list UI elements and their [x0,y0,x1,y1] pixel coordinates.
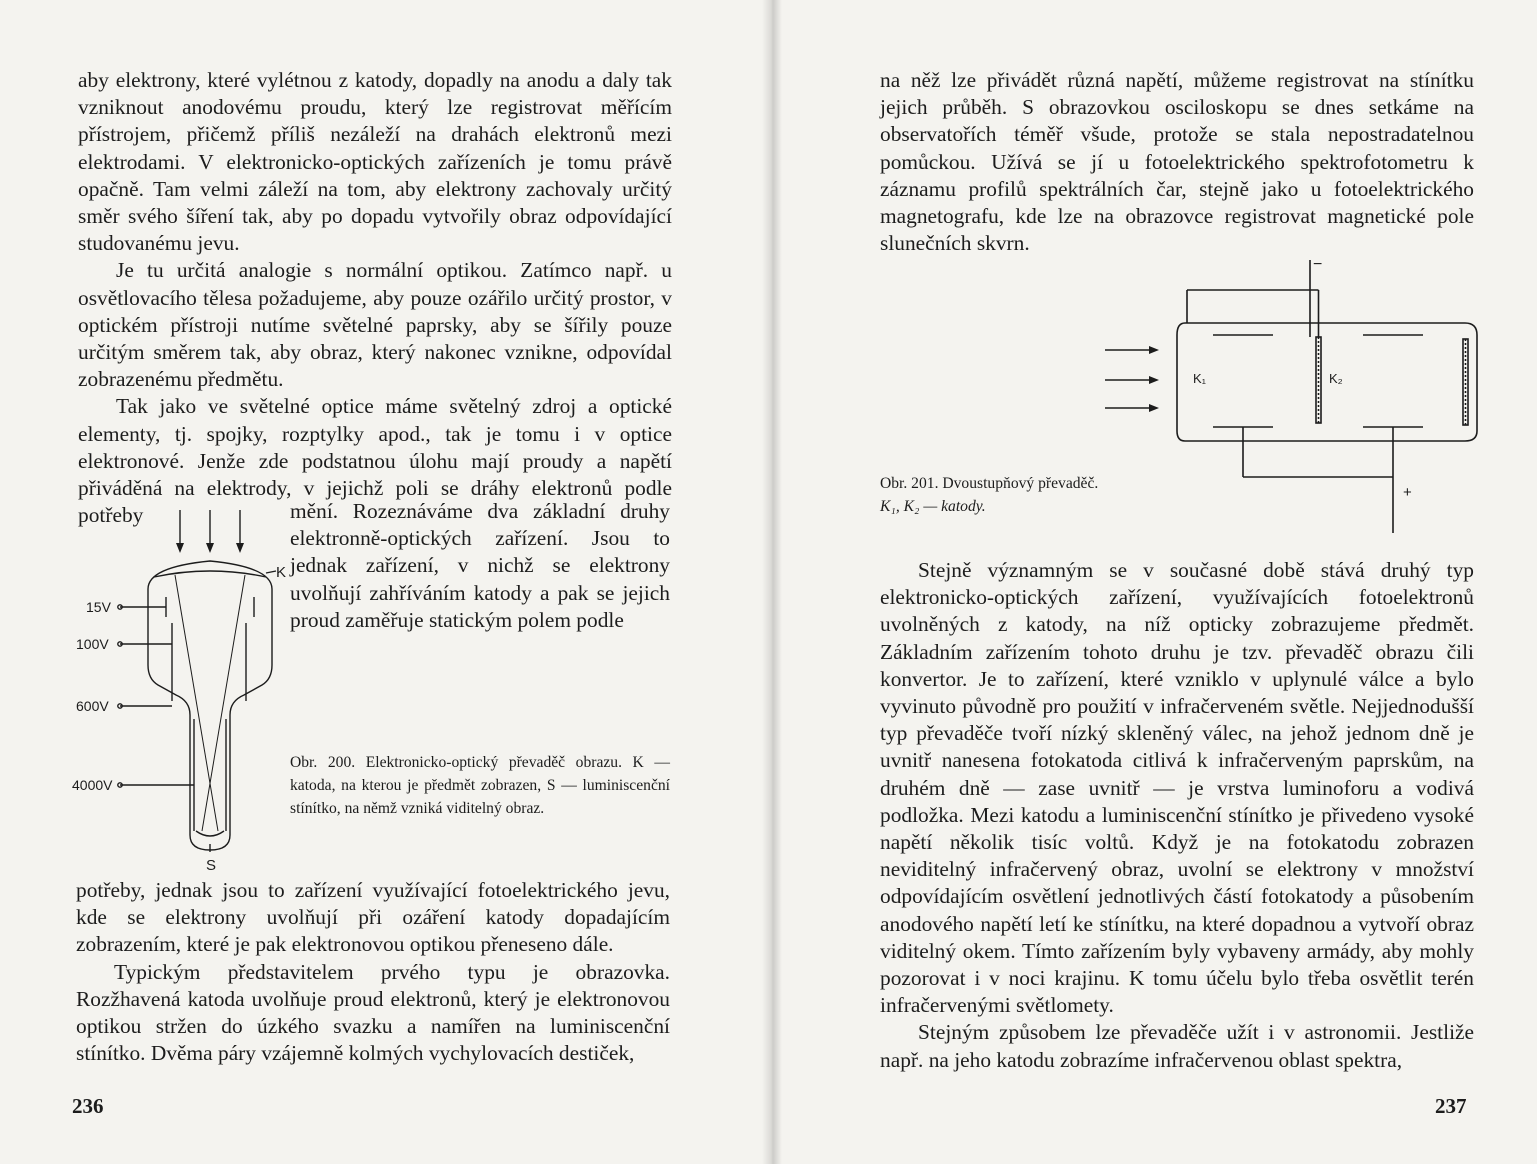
arrow-head [176,543,184,553]
paragraph: Stejným způsobem lze převaděče užít i v astronomii. Jestliže např. na jeho katodu zobrazíme infračervenou oblast spektra, [880,1020,1474,1072]
page-number: 237 [1435,1094,1467,1118]
paragraph: Stejně významným se v současné době stává druhý typ elektronicko-optických zařízení, využívajících fotoelektronů uvolněných z katody, na níž opticky zobrazujeme předmět. Základním zařízením tohoto druhu je tzv. převaděč obrazu čili konvertor. Je to zařízení, které vzniklo v uplynulé válce a bylo vyvinuto původně pro použití v infračerveném světle. Nejjednodušší typ převaděče tvoří nízký skleněný válec, na jehož jednom dně je uvnitř nanesena fotokatoda citlivá k infračerveným paprskům, na druhém dně — zase uvnitř — je vrstva luminoforu a vodivá podložka. Mezi katodu a luminiscenční stínítko je přivedeno vysoké napětí několik tisíc voltů. Když je na fotokatodu zobrazen neviditelný infračervený obraz, uvolní se elektrony v množství odpovídajícím osvětlení jednotlivých částí fotokatody a působením anodového napětí letí ke stínítku, na které dopadnou a vytvoří obraz viditelný okem. Tímto zařízením byly vybaveny armády, aby mohly pozorovat i v noci krajinu. K tomu účelu bylo třeba osvětlit terén infračervenými světlomety. [880,558,1474,1018]
paragraph: Tak jako ve světelné optice máme světelný zdroj a optické elementy, tj. spojky, rozptylky apod., tak je tomu i v optice elektronové. Jenže zde podstatnou úlohu mají proudy a napětí přiváděná na elektrody, v jejichž poli se dráhy elektronů podle potřeby [78,394,672,528]
voltage-label: 100V [76,636,109,652]
electron-path [175,575,218,831]
right-text-bottom [880,557,1474,1074]
plus-label: + [1403,484,1412,501]
left-text-bottom [76,877,670,1067]
tube-outline [1177,323,1477,441]
caption-line: K₁, K₂ — katody. [880,497,986,515]
screen [196,831,224,836]
left-text-beside-figure [290,498,670,634]
caption-text: Obr. 200. Elektronicko-optický převaděč obrazu. K — katoda, na kterou je předmět zobrazen, S — luminiscenční stínítko, na němž vzniká viditelný obraz. [290,754,670,817]
arrow-head [1149,404,1159,412]
right-text-top [880,67,1474,257]
voltage-label: 15V [86,599,111,615]
figure-200-caption [290,752,670,820]
arrow-head [206,543,214,553]
paragraph: Je tu určitá analogie s normální optikou. Zatímco např. u osvětlovacího tělesa požadujeme, aby pouze ozářilo určitý prostor, v optickém přístroji nutíme světelné paprsky, aby se šířily pouze určitým směrem tak, aby obraz, který nakonec vznikne, odpovídal zobrazenému předmětu. [78,258,672,392]
left-text-top [78,67,672,529]
electron-path [202,575,245,831]
right-page [770,0,1537,1164]
paragraph: Typickým představitelem prvého typu je obrazovka. Rozžhavená katoda uvolňuje proud elektronů, který je elektronovou optikou stržen do úzkého svazku a namířen na luminiscenční stínítko. Dvěma páry vzájemně kolmých vychylovacích destiček, [76,959,670,1066]
cathode [154,571,266,577]
minus-label: − [1313,256,1323,273]
arrow-head [1149,376,1159,384]
paragraph: mění. Rozeznáváme dva základní druhy elektronně-optických zařízení. Jsou to jednak zařízení, v nichž se elektrony uvolňují zahříváním katody a pak se jejich proud zaměřuje statickým polem podle [290,499,670,632]
k1-label: K₁ [1193,371,1207,386]
paragraph: potřeby, jednak jsou to zařízení využívající fotoelektrického jevu, kde se elektrony uvolňují při ozáření katody dopadajícím zobrazením, které je pak elektronovou optikou přeneseno dále. [76,878,670,957]
voltage-label: 600V [76,698,109,714]
k2-label: K₂ [1329,371,1343,386]
screen-label: S [206,857,217,874]
caption-line: Obr. 201. Dvoustupňový převaděč. [880,475,1099,492]
cathode-label: K [276,564,287,581]
paragraph: aby elektrony, které vylétnou z katody, dopadly na anodu a daly tak vzniknout anodovému proudu, který lze registrovat měřícím přístrojem, přičemž příliš nezáleží na drahách elektronů mezi elektrodami. V elektronicko-optických zařízeních je tomu právě opačně. Tam velmi záleží na tom, aby elektrony zachovaly určitý směr svého šíření tak, aby po dopadu vytvořily obraz odpovídající studovanému jevu. [78,68,672,256]
paragraph: na něž lze přivádět různá napětí, můžeme registrovat na stínítku jejich průběh. S obrazovkou osciloskopu se dnes setkáme na observatořích téměř všude, protože se stala nepostradatelnou pomůckou. Užívá se jí u fotoelektrického spektrofotometru k záznamu profilů spektrálních čar, stejně jako u fotoelektrického magnetografu, kde lze na obrazovce registrovat magnetické pole slunečních skvrn. [880,68,1474,256]
converter-tube-figure [70,505,290,885]
figure-201-caption [880,473,1180,519]
arrow-head [236,543,244,553]
page-number: 236 [72,1094,104,1118]
k-pointer [266,571,276,573]
arrow-head [1149,346,1159,354]
voltage-label: 4000V [72,777,113,793]
